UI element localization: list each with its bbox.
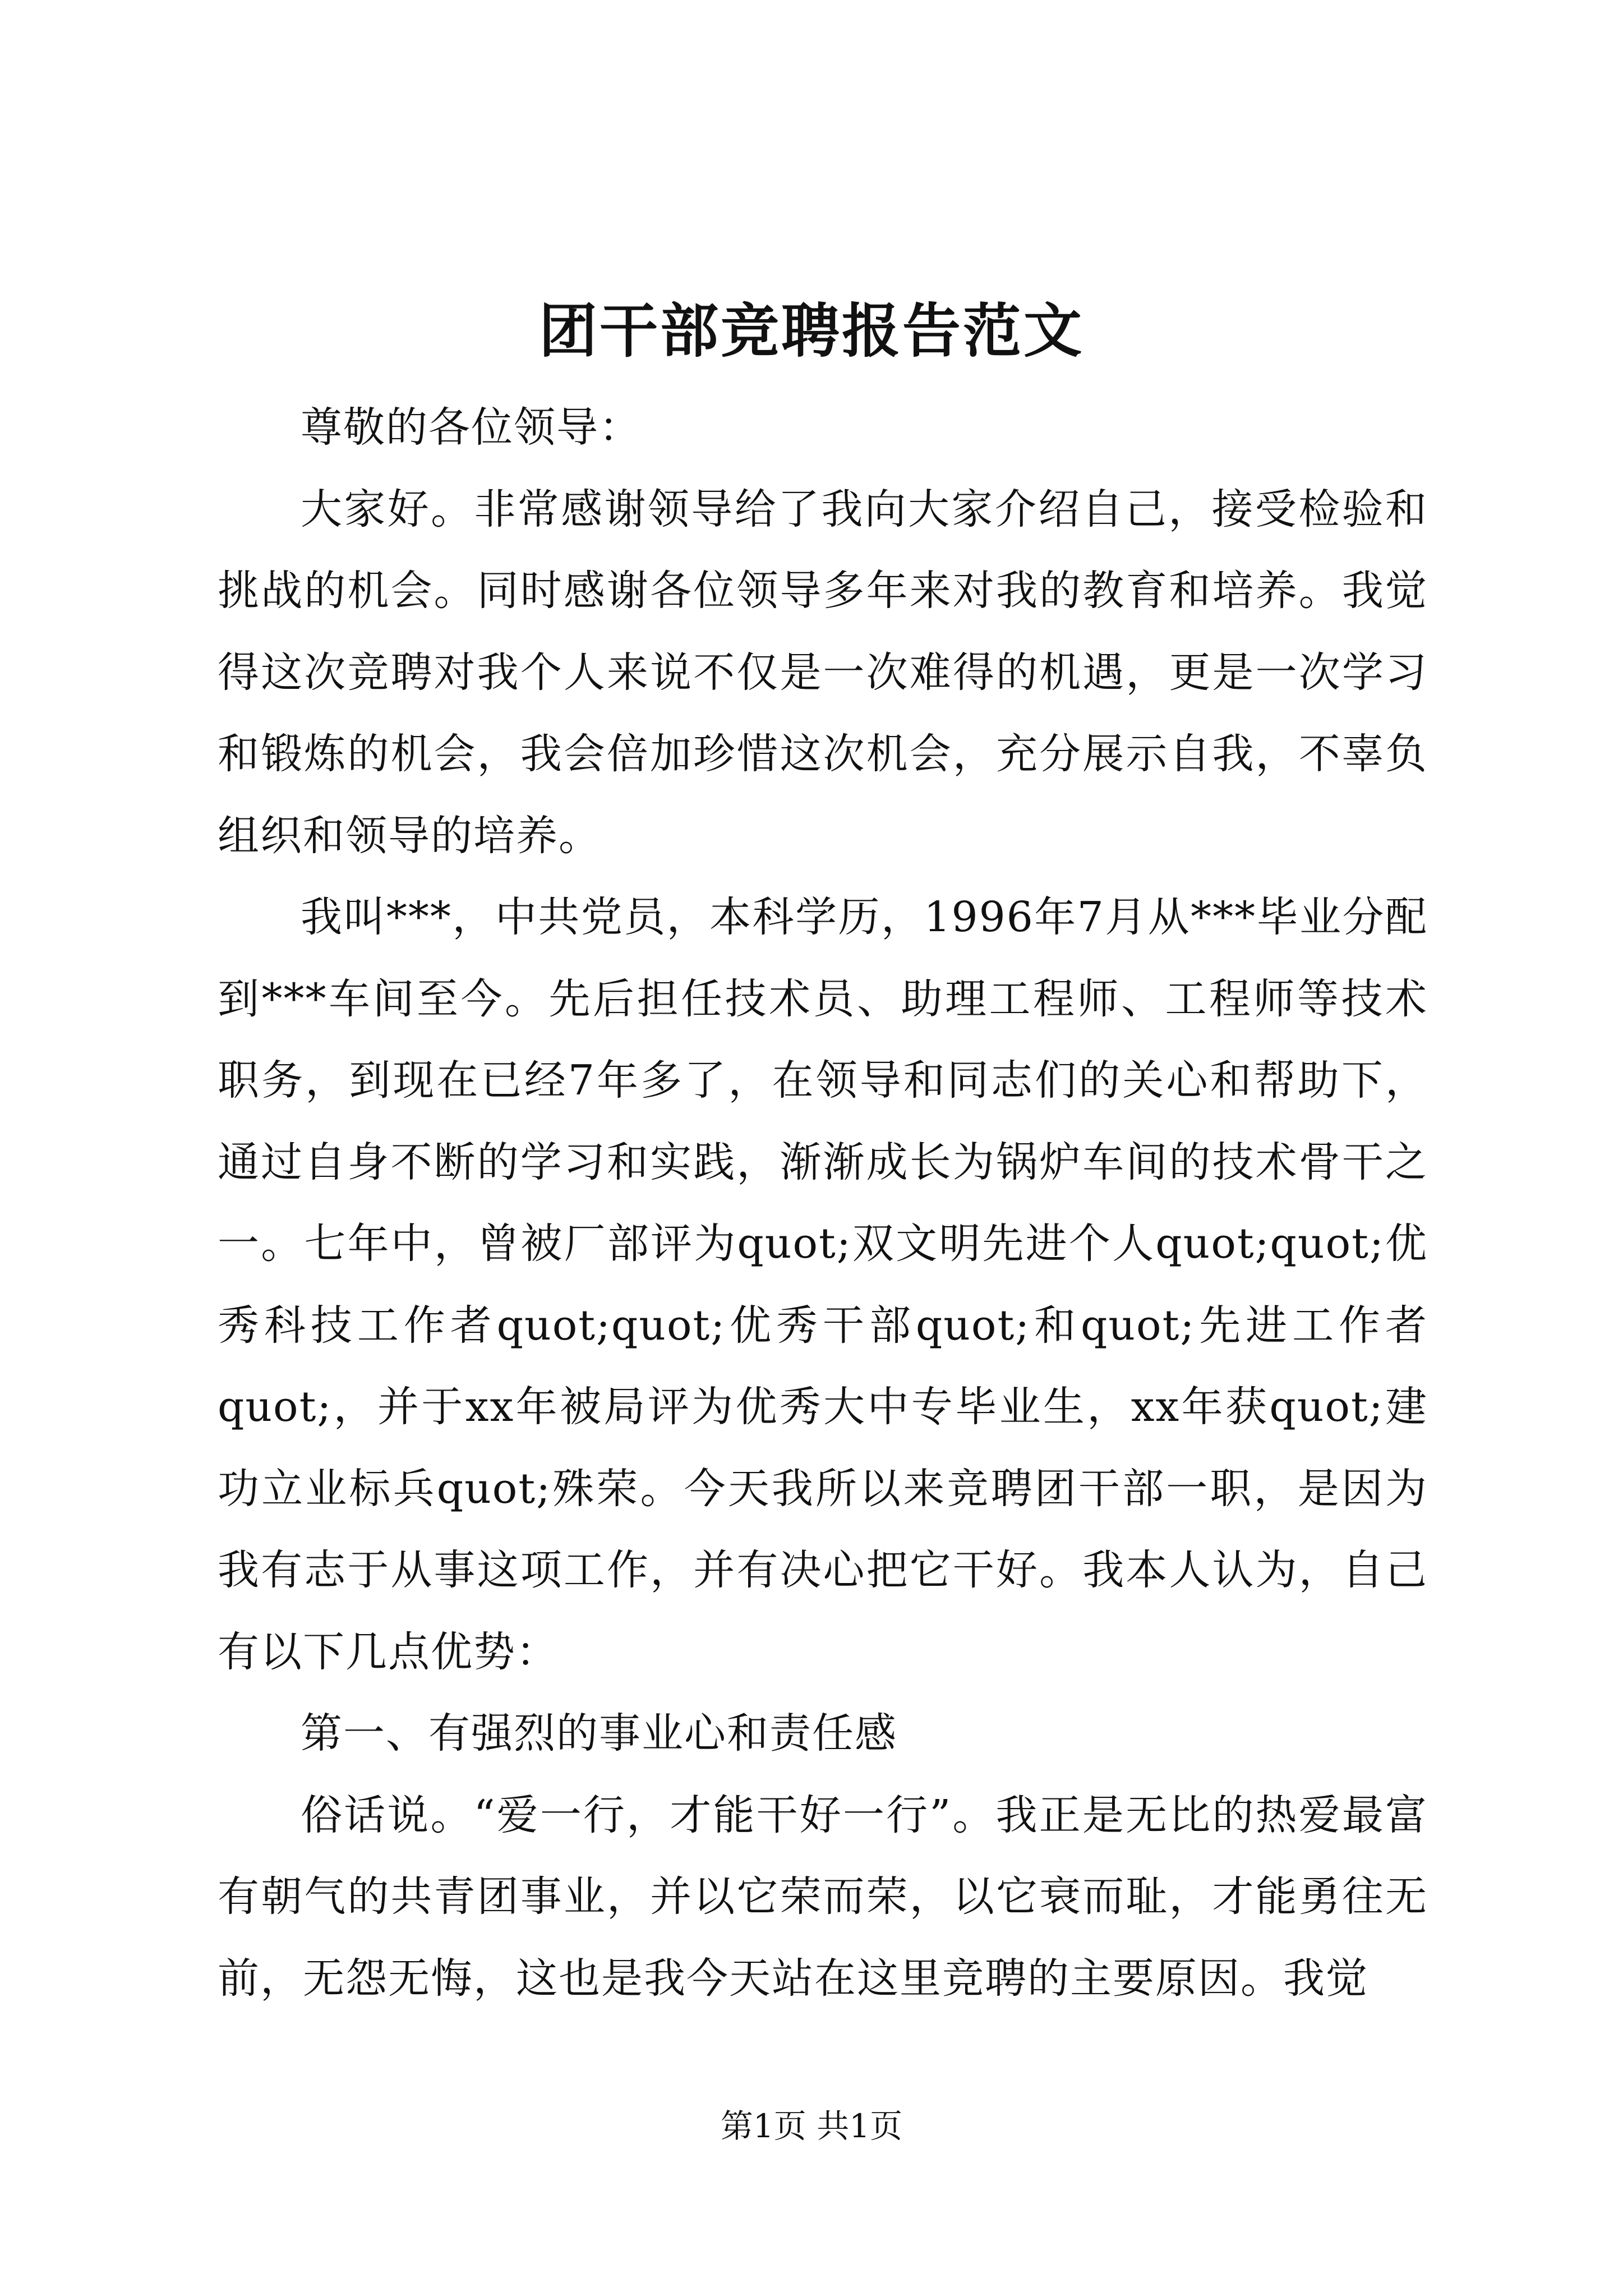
paragraph: 俗话说。“爱一行，才能干好一行”。我正是无比的热爱最富有朝气的共青团事业，并以它荣而荣，以它衰而耻，才能勇往无前，无怨无悔，这也是我今天站在这里竞聘的主要原因。我觉	[218, 1791, 1428, 2003]
paragraph: 我叫***，中共党员，本科学历，1996年7月从***毕业分配到***车间至今。先后担任技术员、助理工程师、工程师等技术职务，到现在已经7年多了，在领导和同志们的关心和帮助下，通过自身不断的学习和实践，渐渐成长为锅炉车间的技术骨干之一。七年中，曾被厂部评为quot;双文明先进个人quot;quot;优秀科技工作者quot;quot;优秀干部quot;和quot;先进工作者quot;，并于xx年被局评为优秀大中专毕业生，xx年获quot;建功立业标兵quot;殊荣。今天我所以来竞聘团干部一职，是因为我有志于从事这项工作，并有决心把它干好。我本人认为，自己有以下几点优势：	[218, 893, 1428, 1676]
document-body	[218, 387, 1428, 2019]
section-heading: 第一、有强烈的事业心和责任感	[301, 1709, 897, 1757]
salutation: 尊敬的各位领导：	[301, 403, 642, 452]
paragraph: 大家好。非常感谢领导给了我向大家介绍自己，接受检验和挑战的机会。同时感谢各位领导多年来对我的教育和培养。我觉得这次竞聘对我个人来说不仅是一次难得的机遇，更是一次学习和锻炼的机会，我会倍加珍惜这次机会，充分展示自我，不辜负组织和领导的培养。	[218, 485, 1428, 860]
page-footer: 第1页 共1页	[720, 2107, 903, 2145]
document-title: 团干部竞聘报告范文	[538, 296, 1084, 365]
